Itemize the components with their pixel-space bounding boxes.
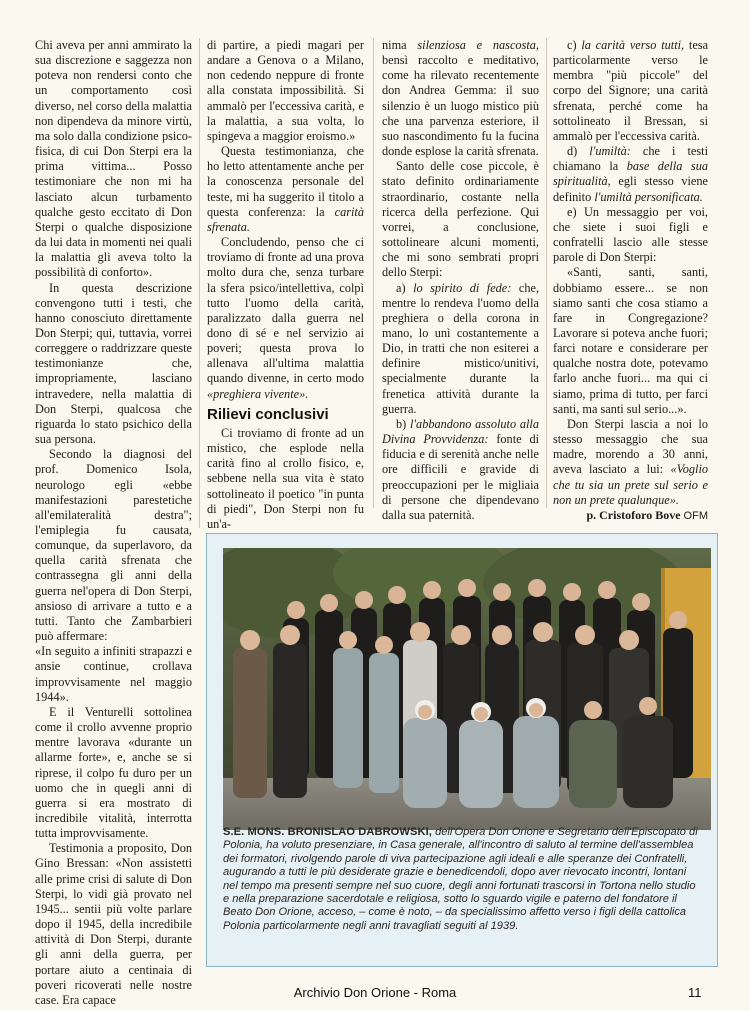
paragraph: Don Sterpi lascia a noi lo stesso messaggio che sua madre, morendo a 30 anni, aveva lasciato a lui: «Voglio che tu sia un prete sul serio e non un prete qualunque». (553, 416, 709, 507)
text-column-1 (35, 38, 192, 1008)
author-signature: p. Cristoforo Bove OFM (586, 507, 708, 522)
list-item-e: e) Un messaggio per voi, che siete i suoi figli e confratelli lascio alle stesse parole di Don Sterpi: (553, 204, 708, 265)
group-photo (223, 548, 711, 830)
paragraph: Santo delle cose piccole, è stato definito ordinariamente straordinario, costante nella ricerca della perfezione. Qui vorrei, a conclusione, sottolineare alcuni momenti, che mi sono sembrati propri dello Sterpi: (382, 159, 539, 280)
paragraph: Chi aveva per anni ammirato la sua discrezione e saggezza non poteva non rendersi conto che un comportamento così diverso, nel corso della malattia non dipendeva da minore virtù, ma solo dalla condizione psico-fisica, di cui Don Sterpi era la prima vittima... Posso testimoniare che non mi ha lasciato alcun turbamento qualche gesto eccitato di Don Sterpi o qualche disposizione da lui data in momenti nei quali la malattia gli aveva tolto la possibilità di conforto». (35, 38, 192, 280)
paragraph: Concludendo, penso che ci troviamo di fronte ad una prova molto dura che, senza turbare la sfera psico/intellettiva, colpì tutto l'uomo della carità, paralizzato dalla guerra nel dono di sé e nel servizio ai poveri; questa prova lo allenava all'ultima malattia quando divenne, in certo modo «preghiera vivente». (207, 235, 364, 401)
text-column-4 (553, 38, 708, 524)
column-divider (546, 38, 547, 508)
photo-caption: S.E. MONS. BRONISLAO DABROWSKI, dell'Opera Don Orione e Segretario dell'Episcopato di Polonia, ha voluto presenziare, in Casa generale, all'incontro di saluto al termine dell'assemblea dei formatori, rivolgendo parole di viva partecipazione agli ideali e alle speranze dei Confratelli, augurando a tutti le più desiderate grazie e benedicendoli, dopo aver rievocato incontri, lontani nel tempo ma presenti sempre nel suo cuore, degli anni fortunati trascorsi in Tortona nello studio e nella preparazione sacerdotale e religiosa, sotto lo sguardo vigile e paterno del fondatore il Beato Don Orione, acceso, – come è noto, – da specialissimo affetto verso i figli della cattolica Polonia particolarmente negli anni travagliati seguiti al 1939. (223, 826, 698, 932)
paragraph: Testimonia a proposito, Don Gino Bressan: «Non assistetti alle prime crisi di salute di Don Sterpi, lo vidi già provato nel 1945... sentii più volte parlare dopo il 1945, della incredibile attività di Don Sterpi, durante gli anni della guerra, per portare aiuto a centinaia di poveri ricoverati nelle nostre case. Era capace (35, 841, 192, 1007)
text-column-2 (207, 38, 364, 532)
paragraph: Ci troviamo di fronte ad un mistico, che esplode nella carità fino al crollo fisico, e, sebbene nella sua vita è stato sottolineato il poetico "in punta di piedi", Don Sterpi non fu un'a- (207, 425, 364, 531)
paragraph: Secondo la diagnosi del prof. Domenico Isola, neurologo egli «ebbe manifestazioni parestetiche all'emilateralità destra"; l'emiplegia fu causata, comunque, da superlavoro, da quella carità sfrenata che contrassegna gli anni della guerra nel'opera di Don Sterpi, ansioso di arrivare a tutto e a tutti. Tanto che Zambarbieri può affermare: (35, 447, 192, 644)
page-number: 11 (688, 985, 702, 1000)
photo-caption-box (206, 533, 718, 967)
list-item-b: b) l'abbandono assoluto alla Divina Provvidenza: fonte di fiducia e di serenità anche nelle ore difficili e gravide di preoccupazioni per le migliaia di persone che dipendevano dalla sua paternità. (382, 416, 540, 522)
paragraph: E il Venturelli sottolinea come il crollo avvenne proprio mentre lavorava «durante un allarme forte», e, anche se si riprese, il colpo fu duro per un uomo che in quegli anni di guerra si era mostrato di incredibile vitalità, interrotta tutta improvvisamente. (35, 704, 192, 841)
list-item-a: a) lo spirito di fede: che, mentre lo rendeva l'uomo della preghiera o della corona in mano, lo unì costantemente a Dio, in tratti che non esiterei a definire mistico/unitivi, specialmente durante la frenetica attività durante la guerra. (382, 280, 540, 416)
column-divider (199, 38, 200, 528)
paragraph: Questa testimonianza, che ho letto attentamente anche per la conoscenza personale del teste, mi ha suggerito il titolo a questa conferenza: la carità sfrenata. (207, 144, 364, 234)
text-column-3 (382, 38, 539, 523)
archive-footer: Archivio Don Orione - Roma (293, 985, 457, 1000)
paragraph: nima silenziosa e nascosta, bensì raccolto e meditativo, come ha rilevato recentemente don Andrea Gemma: il suo silenzio è un luogo mistico più che una parvenza esteriore, il suo nascondimento fu la fucina donde esplose la carità sfrenata. (382, 38, 539, 159)
section-heading: Rilievi conclusivi (207, 405, 329, 423)
paragraph: di partire, a piedi magari per andare a Genova o a Milano, non cedendo neppure di fronte alla constata impossibilità. Si ammalò per l'eccessiva carità, e la malattia, a sua volta, lo spingeva a maggior eroismo.» (207, 38, 364, 143)
list-item-c: c) la carità verso tutti, tesa particolarmente verso le membra "più piccole" del corpo del Signore; una carità sfrenata, perché come ha sottolineato il Bressan, si ammalò per l'eccessiva carità. (553, 38, 709, 143)
quote-paragraph: «Santi, santi, santi, dobbiamo essere... se non siamo santi che cosa stiamo a fare in Congregazione? Lavorare si poteva anche fuori; farci notare e considerare per qualche nostra dote, potevamo farlo anche fuori... ma qui ci siamo, prima di tutto, per farci santi, ma santi sul serio...». (553, 265, 708, 416)
paragraph: In questa descrizione convengono tutti i testi, che hanno conosciuto direttamente Don Sterpi; qui, tuttavia, vorrei correggere o raddrizzare queste testimonianze che, impropriamente, lasciano intravedere, nella malattia di Don Sterpi, qualcosa che riguarda lo stato psichico della sua persona. (35, 280, 192, 447)
column-divider (373, 38, 374, 508)
list-item-d: d) l'umiltà: che i testi chiamano la base della sua spiritualità, egli stesso viene definito l'umiltà personificata. (553, 144, 708, 204)
group-photo-illustration (223, 548, 711, 830)
quote-paragraph: «In seguito a infiniti strapazzi e ansie continue, crollava improvvisamente nel maggio 1944». (35, 644, 192, 704)
